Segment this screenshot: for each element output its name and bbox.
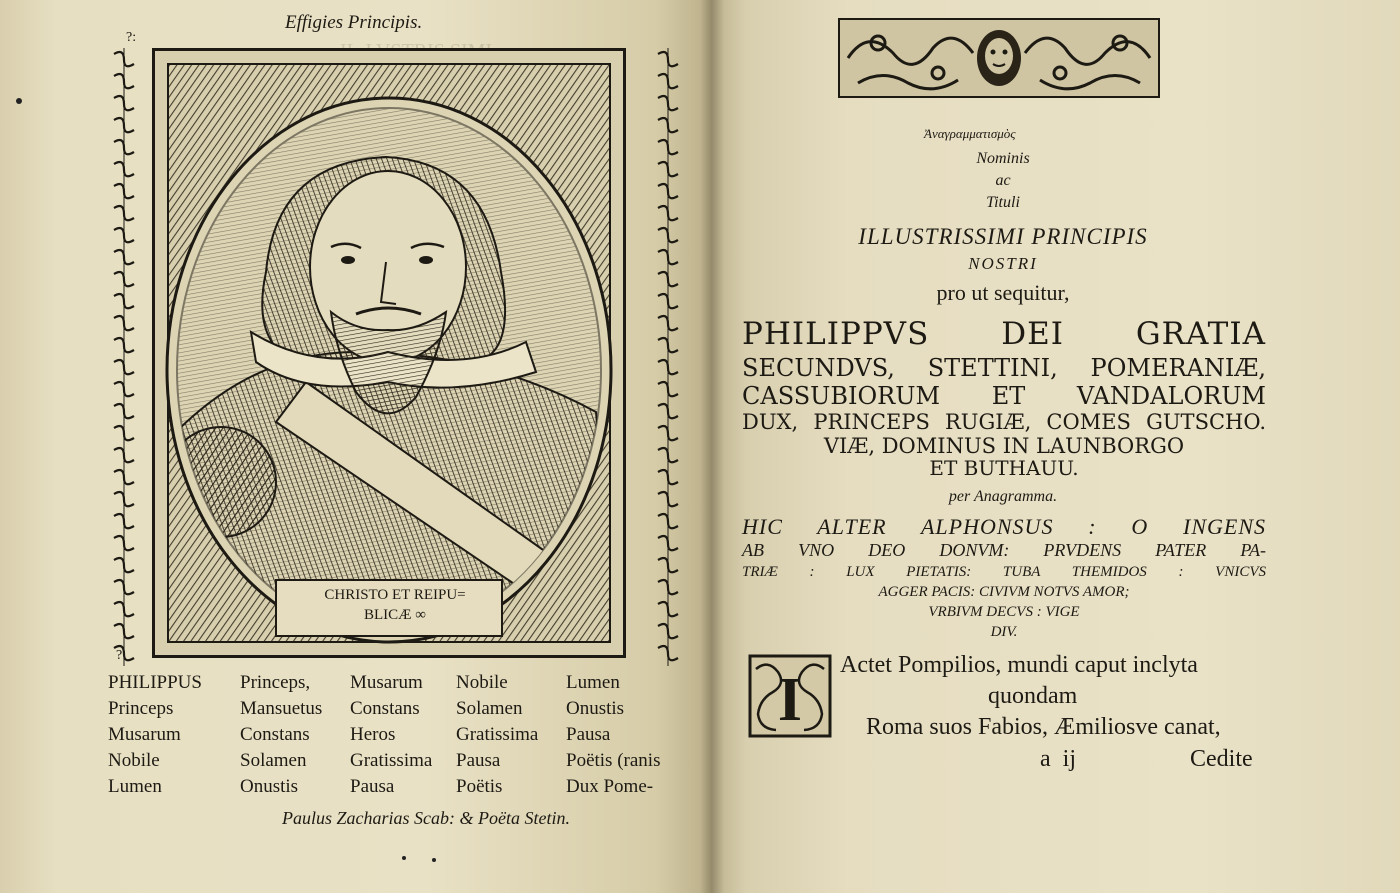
anagram-line: VRBIVM DECVS : VIGE (928, 604, 1080, 620)
drop-cap-letter: I (777, 666, 803, 734)
title-line-prout: pro ut sequitur, (936, 280, 1070, 305)
princely-title-line: VIÆ, DOMINUS IN LAUNBORGO (823, 434, 1185, 458)
acrostic-cell: Poëtis (456, 776, 503, 797)
anagram-line: DIV. (990, 624, 1018, 640)
acrostic-cell: Pausa (456, 750, 501, 771)
anagram-line: AB VNO DEO DONVM: PRVDENS PATER PA- (742, 540, 1266, 560)
ornament-border-right (654, 48, 682, 666)
princely-title-line: PHILIPPVS DEI GRATIA (742, 316, 1266, 352)
verse-line: Actet Pompilios, mundi caput inclyta (840, 652, 1198, 678)
acrostic-row (108, 776, 686, 802)
acrostic-cell: Mansuetus (240, 698, 323, 719)
acrostic-row (108, 750, 686, 776)
acrostic-row (108, 698, 686, 724)
portrait-motto (300, 585, 490, 625)
page-speck (432, 858, 436, 862)
verse-line: Roma suos Fabios, Æmiliosve canat, (866, 714, 1221, 740)
acrostic-cell: Lumen (108, 776, 162, 797)
margin-mark: ?: (126, 30, 137, 45)
signature-mark: a ij (1040, 746, 1076, 772)
title-line-ac: ac (995, 172, 1011, 189)
acrostic-cell: Musarum (350, 672, 423, 693)
acrostic-cell: Poëtis (ranis (566, 750, 661, 771)
acrostic-cell: Princeps, (240, 672, 311, 693)
book-gutter (700, 0, 724, 893)
acrostic-cell: Princeps (108, 698, 174, 719)
acrostic-cell: Solamen (240, 750, 307, 771)
headpiece-ornament (838, 18, 1160, 98)
title-line-nostri: NOSTRI (968, 254, 1038, 273)
title-line-nominis: Nominis (976, 150, 1030, 167)
anagram-line: AGGER PACIS: CIVIVM NOTVS AMOR; (878, 584, 1130, 600)
portrait-woodcut-image (156, 52, 622, 654)
per-anagramma-label: per Anagramma. (948, 488, 1058, 505)
acrostic-row (108, 672, 686, 698)
verse-line: quondam (988, 683, 1078, 709)
princely-title-line: ET BUTHAUU. (929, 456, 1079, 480)
acrostic-row (108, 724, 686, 750)
acrostic-cell: Solamen (456, 698, 523, 719)
acrostic-cell: Heros (350, 724, 396, 745)
ornament-border-left (110, 48, 138, 666)
acrostic-cell: Nobile (456, 672, 508, 693)
acrostic-cell: PHILIPPUS (108, 672, 202, 693)
drop-cap-ornament (748, 654, 832, 738)
acrostic-cell: Dux Pome- (566, 776, 654, 797)
acrostic-cell: Lumen (566, 672, 620, 693)
margin-mark: ?: (116, 648, 127, 663)
princely-title-line: CASSUBIORUM ET VANDALORUM (742, 382, 1266, 410)
princely-title-line: DUX, PRINCEPS RUGIÆ, COMES GUTSCHO. (742, 410, 1266, 434)
acrostic-cell: Constans (350, 698, 420, 719)
acrostic-cell: Pausa (350, 776, 395, 797)
acrostic-cell: Gratissima (456, 724, 539, 745)
bleed-through-text (732, 140, 737, 163)
acrostic-cell: Onustis (240, 776, 299, 797)
title-line-tituli: Tituli (986, 194, 1020, 211)
page-speck (16, 98, 22, 104)
catchword: Cedite (1190, 746, 1253, 772)
anagram-line: HIC ALTER ALPHONSUS : O INGENS (742, 514, 1266, 539)
page-speck (402, 856, 406, 860)
running-head: Effigies Principis. (285, 12, 423, 33)
acrostic-cell: Onustis (566, 698, 625, 719)
anagram-line: TRIÆ : LUX PIETATIS: TUBA THEMIDOS : VNICVS (742, 564, 1266, 580)
princely-title-line: SECUNDVS, STETTINI, POMERANIÆ, (742, 354, 1266, 382)
acrostic-cell: Nobile (108, 750, 160, 771)
title-line-illustrissimi: ILLUSTRISSIMI PRINCIPIS (858, 224, 1148, 249)
acrostic-cell: Musarum (108, 724, 181, 745)
bleed-through-text (30, 110, 34, 128)
motto-line: CHRISTO ET REIPU= (324, 587, 466, 603)
anagrammatism-heading: Ἀναγραμματισμὸς (924, 126, 1016, 141)
motto-line: BLICÆ ∞ (364, 607, 426, 623)
acrostic-cell: Constans (240, 724, 310, 745)
acrostic-grid (108, 672, 686, 802)
poem-signature: Paulus Zacharias Scab: & Poëta Stetin. (282, 808, 570, 828)
acrostic-cell: Gratissima (350, 750, 433, 771)
acrostic-cell: Pausa (566, 724, 611, 745)
